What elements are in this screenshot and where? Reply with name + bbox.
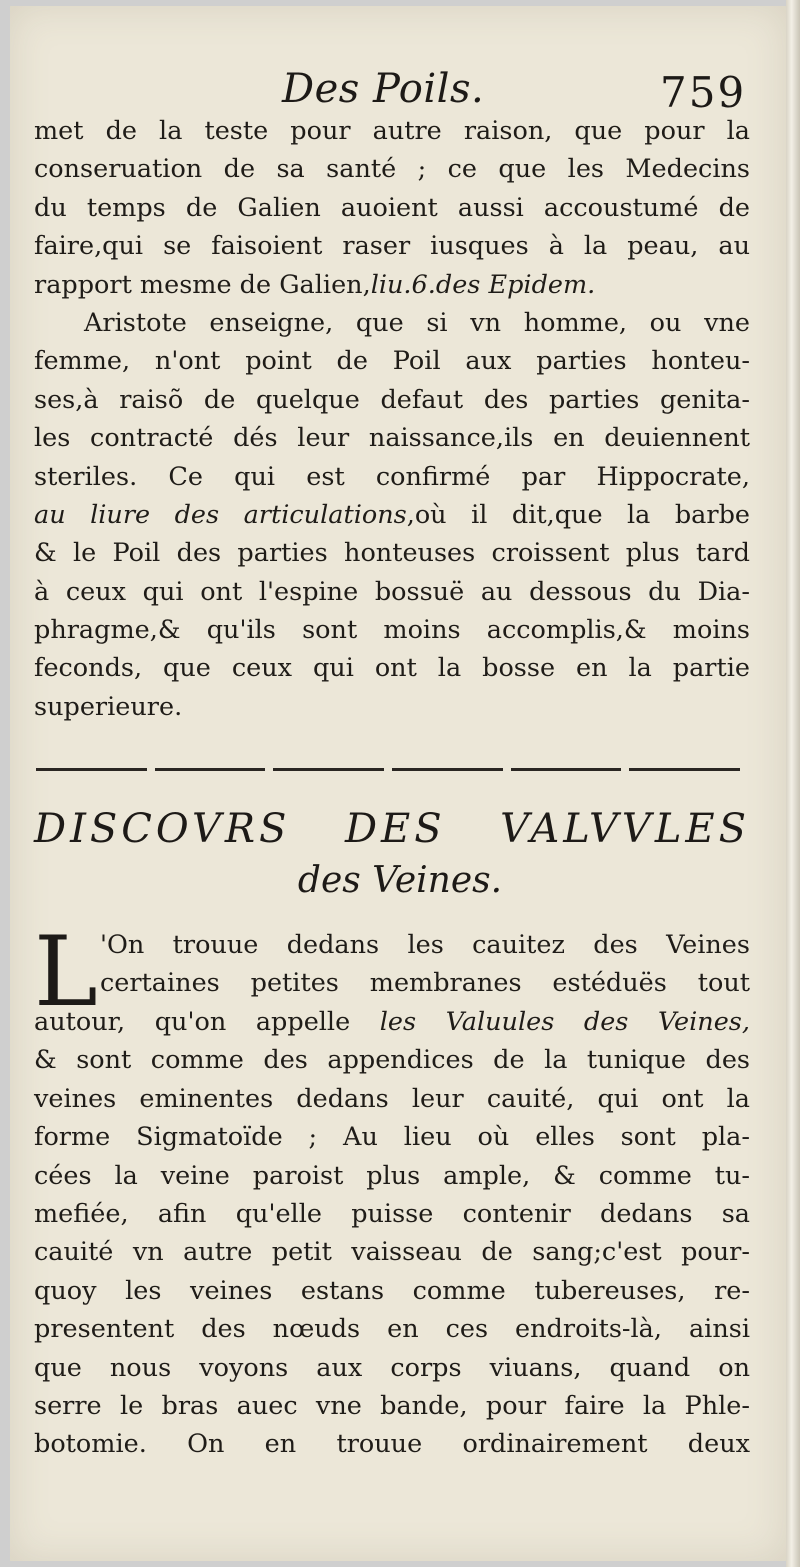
text-fragment: rapport mesme de Galien, <box>34 269 371 300</box>
text-line: 'On trouue dedans les cauitez des Veines <box>100 930 750 960</box>
text-line: & sont comme des appendices de la tunique des <box>34 1045 750 1076</box>
text-line: les contracté dés leur naissance,ils en deuiennent <box>34 423 750 454</box>
text-line: forme Sigmatoïde ; Au lieu où elles sont pla- <box>34 1122 750 1153</box>
reference-valuules: les Valuules des Veines, <box>379 1007 750 1037</box>
text-fragment: ,où il dit,que la barbe <box>406 499 750 530</box>
section-divider <box>36 766 740 772</box>
text-line: Aristote enseigne, que si vn homme, ou vne <box>84 307 750 338</box>
page-number: 759 <box>660 68 747 117</box>
text-line <box>34 266 750 304</box>
text-line: met de la teste pour autre raison, que pour la <box>34 116 750 146</box>
text-line: quoy les veines estans comme tubereuses, re- <box>34 1275 750 1306</box>
text-line: faire,qui se faisoient raser iusques à la peau, au <box>34 231 750 262</box>
drop-cap: L <box>34 916 98 1028</box>
paragraph-valvules-opening <box>100 926 750 1003</box>
text-line: steriles. Ce qui est confirmé par Hippocrate, <box>34 461 750 492</box>
text-line: serre le bras auec vne bande, pour faire la Phle- <box>34 1390 750 1421</box>
text-line: femme, n'ont point de Poil aux parties honteu- <box>34 346 750 377</box>
text-line: que nous voyons aux corps viuans, quand on <box>34 1352 750 1383</box>
text-line: cauité vn autre petit vaisseau de sang;c'est pour- <box>34 1237 750 1268</box>
text-line: cées la veine paroist plus ample, & comme tu- <box>34 1160 750 1191</box>
text-line: à ceux qui ont l'espine bossuë au dessous du Dia- <box>34 576 750 607</box>
text-fragment: autour, qu'on appelle <box>34 1007 351 1037</box>
text-line: certaines petites membranes estéduës tout <box>100 968 750 999</box>
text-line <box>34 496 750 534</box>
page-edge <box>786 0 800 1567</box>
text-line: feconds, que ceux qui ont la bosse en la partie <box>34 653 750 684</box>
text-line: du temps de Galien auoient aussi accoustumé de <box>34 192 750 223</box>
text-line: & le Poil des parties honteuses croissent plus tard <box>34 538 750 569</box>
title-word: DISCOVRS <box>34 806 291 852</box>
text-line: conseruation de sa santé ; ce que les Medecins <box>34 154 750 185</box>
paragraph-poils <box>34 112 750 726</box>
text-line <box>34 1003 750 1041</box>
text-line: presentent des nœuds en ces endroits-là, ainsi <box>34 1314 750 1345</box>
text-line: botomie. On en trouue ordinairement deux <box>34 1429 750 1460</box>
text-line: ses,à raisõ de quelque defaut des parties genita- <box>34 384 750 415</box>
running-title: Des Poils. <box>282 66 485 112</box>
text-line: veines eminentes dedans leur cauité, qui ont la <box>34 1083 750 1114</box>
title-word: DES <box>344 806 446 852</box>
paragraph-valvules <box>34 1003 750 1464</box>
reference-hippocrate: au liure des articulations <box>34 499 407 530</box>
text-line: phragme,& qu'ils sont moins accomplis,& moins <box>34 615 750 646</box>
section-title <box>34 806 750 852</box>
text-line: mefiée, afin qu'elle puisse contenir dedans sa <box>34 1198 750 1229</box>
section-subtitle: des Veines. <box>297 860 503 901</box>
reference-galien: liu.6.des Epidem. <box>370 269 596 300</box>
title-word: VALVVLES <box>500 806 750 852</box>
text-line: superieure. <box>34 691 183 722</box>
